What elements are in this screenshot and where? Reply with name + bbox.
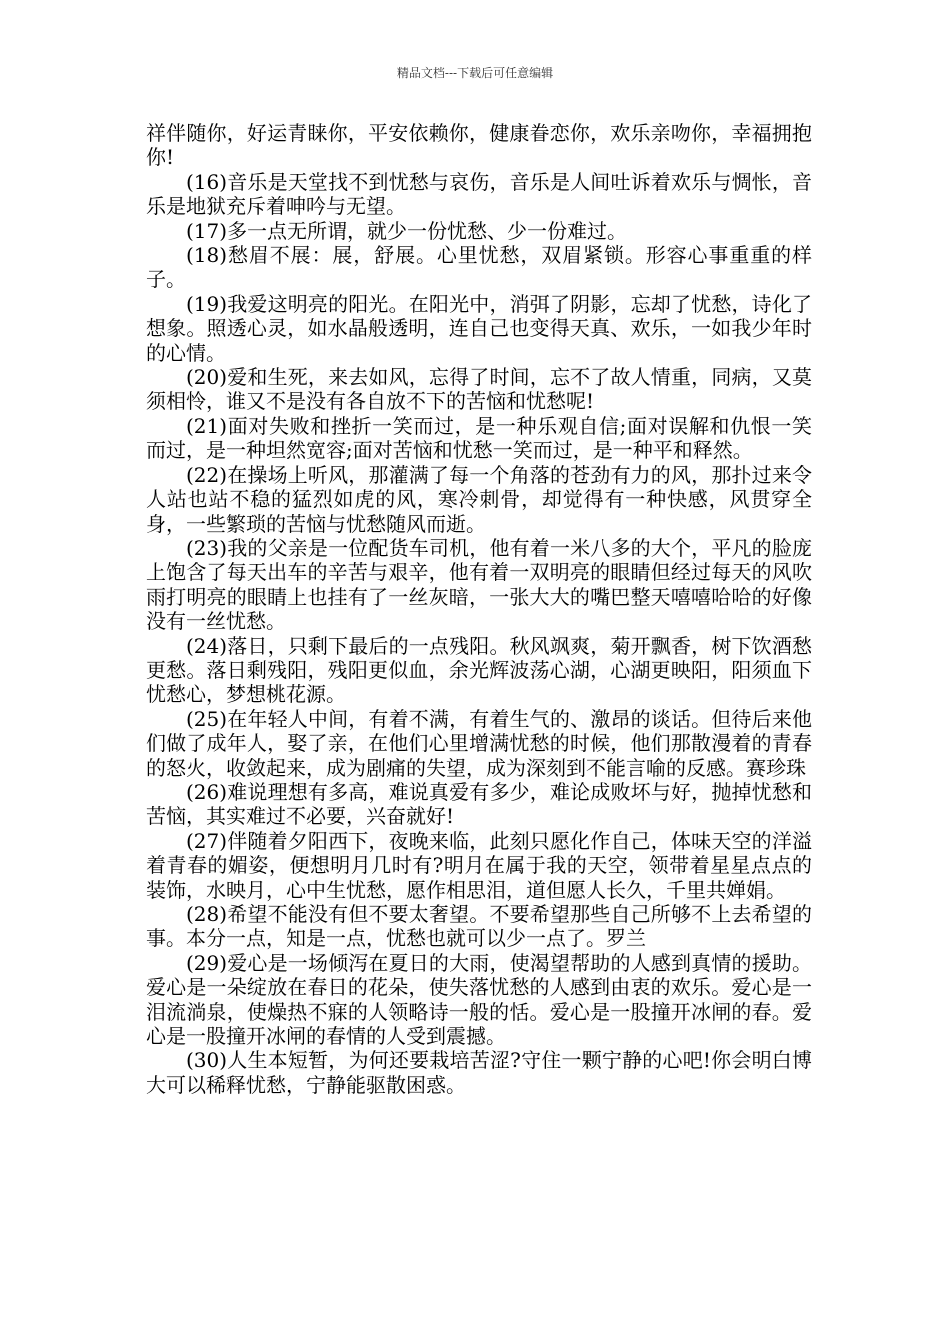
paragraph-number: (18) — [186, 243, 228, 268]
paragraph — [146, 707, 812, 780]
paragraph — [146, 243, 812, 292]
paragraph-text: 爱心是一场倾泻在夏日的大雨，使渴望帮助的人感到真情的援助。爱心是一朵绽放在春日的花朵，使失落忧愁的人感到由衷的欢乐。爱心是一泪流淌泉，使燥热不寐的人领略诗一般的恬。爱心是一股撞开冰闸的春。爱心是一股撞开冰闸的春情的人受到震撼。 — [146, 950, 812, 1049]
paragraph-number: (16) — [186, 169, 228, 194]
paragraph — [146, 170, 812, 219]
paragraph — [146, 951, 812, 1049]
paragraph-text: 伴随着夕阳西下，夜晚来临，此刻只愿化作自己，体味天空的洋溢着青春的媚姿，便想明月几时有?明月在属于我的天空，领带着星星点点的装饰，水映月，心中生忧愁，愿作相思泪，道但愿人长久，千里共婵娟。 — [146, 828, 812, 902]
paragraph-text: 在操场上听风，那灌满了每一个角落的苍劲有力的风，那扑过来令人站也站不稳的猛烈如虎的风，寒冷刺骨，却觉得有一种快感，风贯穿全身，一些繁琐的苦恼与忧愁随风而逝。 — [146, 462, 812, 536]
paragraph — [146, 780, 812, 829]
paragraph — [146, 829, 812, 902]
paragraph — [146, 1048, 812, 1097]
paragraph-number: (30) — [186, 1048, 228, 1073]
paragraph-number: (20) — [186, 365, 228, 390]
paragraph-text: 落日，只剩下最后的一点残阳。秋风飒爽，菊开飘香，树下饮酒愁更愁。落日剩残阳，残阳更似血，余光辉波荡心湖，心湖更映阳，阳须血下忧愁心，梦想桃花源。 — [146, 633, 812, 707]
paragraph-text: 我爱这明亮的阳光。在阳光中，消弭了阴影，忘却了忧愁，诗化了想象。照透心灵，如水晶般透明，连自己也变得天真、欢乐，一如我少年时的心情。 — [146, 291, 812, 365]
paragraph — [146, 219, 812, 243]
paragraph-text: 面对失败和挫折一笑而过，是一种乐观自信;面对误解和仇恨一笑而过，是一种坦然宽容;面对苦恼和忧愁一笑而过，是一种平和释然。 — [146, 413, 812, 463]
paragraph — [146, 121, 812, 170]
paragraph-text: 愁眉不展：展，舒展。心里忧愁，双眉紧锁。形容心事重重的样子。 — [146, 243, 812, 292]
paragraph-text: 希望不能没有但不要太奢望。不要希望那些自己所够不上去希望的事。本分一点，知是一点，忧愁也就可以少一点了。罗兰 — [146, 902, 812, 951]
paragraph — [146, 634, 812, 707]
paragraph-text: 祥伴随你，好运青睐你，平安依赖你，健康眷恋你，欢乐亲吻你，幸福拥抱你! — [146, 121, 812, 170]
paragraph-number: (19) — [186, 291, 228, 316]
paragraph — [146, 414, 812, 463]
paragraph-number: (26) — [186, 779, 228, 804]
paragraph-text: 音乐是天堂找不到忧愁与哀伤，音乐是人间吐诉着欢乐与惆怅，音乐是地狱充斥着呻吟与无望。 — [146, 169, 812, 219]
paragraph-number: (29) — [186, 950, 228, 975]
paragraph — [146, 365, 812, 414]
page-header: 精品文档---下载后可任意编辑 — [396, 66, 554, 80]
paragraph-text: 爱和生死，来去如风，忘得了时间，忘不了故人情重，同病，又莫须相怜，谁又不是没有各自放不下的苦恼和忧愁呢! — [146, 365, 812, 414]
paragraph — [146, 463, 812, 536]
paragraph-text: 多一点无所谓，就少一份忧愁、少一份难过。 — [227, 218, 628, 243]
paragraph-text: 难说理想有多高，难说真爱有多少，难论成败坏与好，抛掉忧愁和苦恼，其实难过不必要，兴奋就好! — [146, 779, 812, 829]
paragraph-number: (23) — [186, 535, 228, 560]
paragraph — [146, 902, 812, 951]
paragraph-text: 人生本短暂，为何还要栽培苦涩?守住一颗宁静的心吧!你会明白博大可以稀释忧愁，宁静能驱散困惑。 — [146, 1048, 812, 1097]
paragraph-number: (25) — [186, 706, 228, 731]
paragraph — [146, 292, 812, 365]
paragraph-number: (17) — [186, 218, 228, 243]
paragraph-text: 我的父亲是一位配货车司机，他有着一米八多的大个，平凡的脸庞上饱含了每天出车的辛苦与艰辛，他有着一双明亮的眼睛但经过每天的风吹雨打明亮的眼睛上也挂有了一丝灰暗，一张大大的嘴巴整天嘻嘻哈哈的好像没有一丝忧愁。 — [146, 535, 812, 634]
paragraph — [146, 536, 812, 634]
paragraph-number: (21) — [186, 413, 228, 438]
paragraph-number: (27) — [186, 828, 228, 853]
document-body — [146, 121, 812, 1097]
paragraph-number: (28) — [186, 902, 228, 926]
paragraph-number: (22) — [186, 462, 228, 487]
paragraph-text: 在年轻人中间，有着不满，有着生气的、激昂的谈话。但待后来他们做了成年人，娶了亲，在他们心里增满忧愁的时候，他们那散漫着的青春的怒火，收敛起来，成为剧痛的失望，成为深刻到不能言喻的反感。赛珍珠 — [146, 706, 812, 780]
paragraph-number: (24) — [186, 633, 228, 658]
